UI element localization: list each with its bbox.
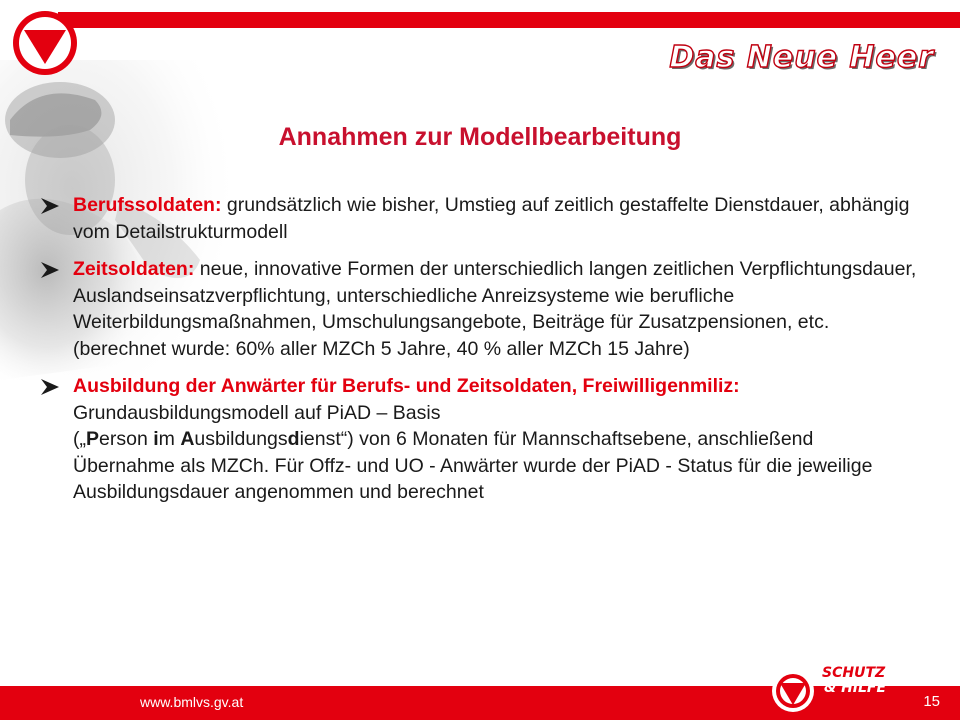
bullet-text: Grundausbildungsmodell auf PiAD – Basis bbox=[73, 401, 441, 424]
bullet-text: grundsätzlich wie bisher, Umstieg auf zeitlich gestaffelte Dienstdauer, abhängig vom Detailstrukturmodell bbox=[73, 194, 910, 243]
bullet-text: m bbox=[158, 428, 181, 450]
slide-title: Annahmen zur Modellbearbeitung bbox=[278, 123, 682, 151]
bundesheer-logo-icon bbox=[10, 8, 80, 78]
page-number: 15 bbox=[923, 693, 940, 710]
arrow-right-icon bbox=[40, 378, 60, 396]
slogan bbox=[822, 666, 886, 696]
slogan-line-1: SCHUTZ bbox=[822, 665, 886, 681]
acronym-letter: i bbox=[153, 428, 159, 450]
bullet-item bbox=[40, 256, 920, 362]
bullet-list bbox=[40, 192, 920, 517]
bullet-item bbox=[40, 192, 920, 245]
bullet-text: neue, innovative Formen der unterschiedlich langen zeitlichen Verpflichtungsdauer, Auslandseinsatzverpflichtung, unterschiedliche Anreizsysteme wie berufliche Weiterbildungsmaßnahmen, Umschulungsangebote, Beiträge für Zusatzpensionen, etc. (berechnet wurde: 60% aller MZCh 5 Jahre, 40 % aller MZCh 15 Jahre) bbox=[73, 258, 917, 360]
brand-title: Das Neue Heer bbox=[669, 40, 934, 75]
acronym-letter: d bbox=[287, 428, 300, 450]
bullet-item bbox=[40, 373, 920, 506]
arrow-right-icon bbox=[40, 261, 60, 279]
bullet-text: usbildungs bbox=[194, 428, 288, 450]
header-band bbox=[58, 12, 960, 28]
bullet-lead: Zeitsoldaten: bbox=[73, 258, 195, 280]
bullet-text: („ bbox=[73, 428, 86, 450]
bullet-lead: Berufssoldaten: bbox=[73, 194, 222, 216]
bullet-lead: Ausbildung der Anwärter für Berufs- und Zeitsoldaten, Freiwilligenmiliz: bbox=[73, 375, 740, 397]
acronym-letter: P bbox=[86, 428, 100, 450]
bullet-text: ienst“) von 6 Monaten für Mannschaftsebene, anschließend Übernahme als MZCh. Für Offz- und UO - Anwärter wurde der PiAD - Status für die jeweilige Ausbildungsdauer angenommen und berechnet bbox=[73, 428, 873, 503]
arrow-right-icon bbox=[40, 197, 60, 215]
footer-url-link[interactable]: www.bmlvs.gv.at bbox=[140, 694, 244, 710]
bundesheer-logo-icon bbox=[770, 668, 816, 714]
slogan-line-2: & HILFE bbox=[824, 680, 887, 696]
acronym-letter: A bbox=[180, 428, 195, 450]
bullet-text: erson bbox=[99, 428, 154, 450]
